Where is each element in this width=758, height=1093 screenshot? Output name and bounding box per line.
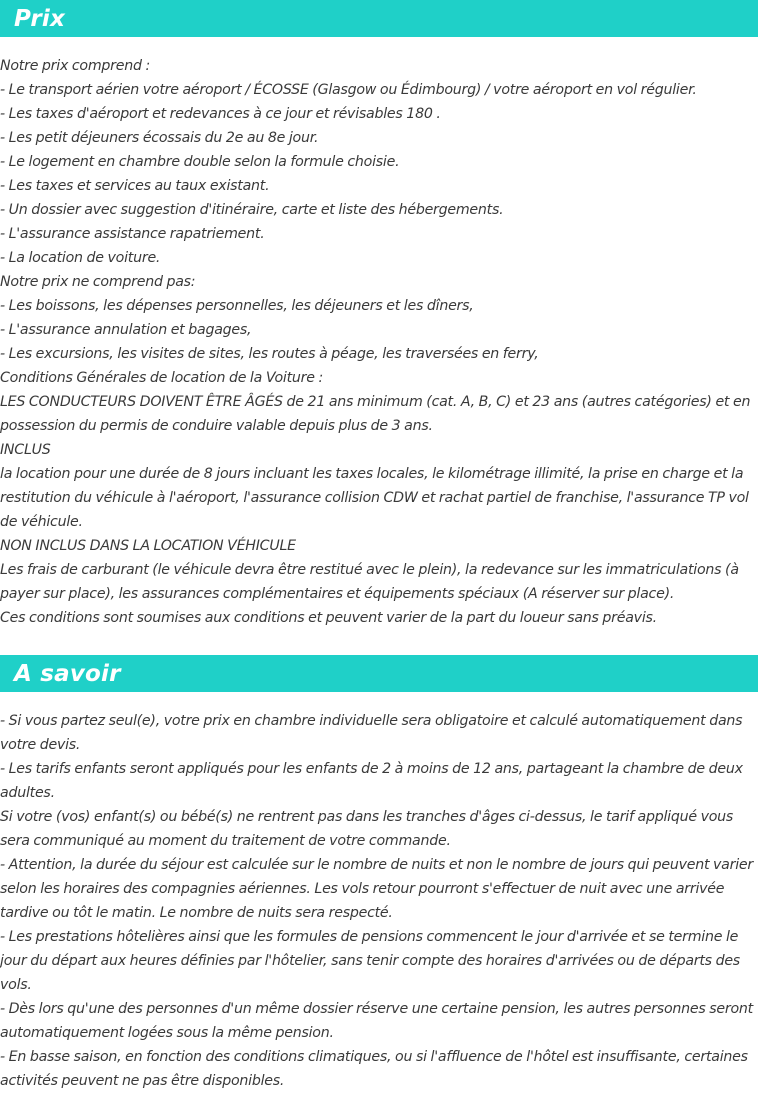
section-header-prix xyxy=(0,0,758,37)
list-item: - Les taxes d'aéroport et redevances à ce jour et révisables 180 . xyxy=(0,106,441,122)
list-item: - Le logement en chambre double selon la formule choisie. xyxy=(0,154,400,170)
text-line: LES CONDUCTEURS DOIVENT ÊTRE ÂGÉS de 21 ans minimum (cat. A, B, C) et 23 ans (autres catégories) et en possession du permis de conduire valable depuis plus de 3 ans. xyxy=(0,394,751,434)
list-item: - Les boissons, les dépenses personnelles, les déjeuners et les dîners, xyxy=(0,298,474,314)
list-item: - La location de voiture. xyxy=(0,250,161,266)
list-item: - Un dossier avec suggestion d'itinéraire, carte et liste des hébergements. xyxy=(0,202,504,218)
text-line: Notre prix ne comprend pas: xyxy=(0,274,196,290)
list-item: - Les excursions, les visites de sites, les routes à péage, les traversées en ferry, xyxy=(0,346,539,362)
text-line: Notre prix comprend : xyxy=(0,58,151,74)
section-title-a-savoir: A savoir xyxy=(14,660,121,687)
text-line: Conditions Générales de location de la Voiture : xyxy=(0,370,323,386)
section-body-prix xyxy=(0,54,758,630)
list-item: - L'assurance annulation et bagages, xyxy=(0,322,252,338)
text-line: Les frais de carburant (le véhicule devra être restitué avec le plein), la redevance sur les immatriculations (à payer sur place), les assurances complémentaires et équipements spéciaux (A réserver sur place). xyxy=(0,562,739,602)
text-line: NON INCLUS DANS LA LOCATION VÉHICULE xyxy=(0,538,296,554)
list-item: - Les taxes et services au taux existant. xyxy=(0,178,270,194)
list-item: - Les petit déjeuners écossais du 2e au 8e jour. xyxy=(0,130,319,146)
list-item: - L'assurance assistance rapatriement. xyxy=(0,226,265,242)
list-item: - Les tarifs enfants seront appliqués pour les enfants de 2 à moins de 12 ans, partageant la chambre de deux adultes. xyxy=(0,761,743,801)
list-item: - En basse saison, en fonction des conditions climatiques, ou si l'affluence de l'hôtel est insuffisante, certaines activités peuvent ne pas être disponibles. xyxy=(0,1049,748,1089)
text-line: la location pour une durée de 8 jours incluant les taxes locales, le kilométrage illimité, la prise en charge et la restitution du véhicule à l'aéroport, l'assurance collision CDW et rachat partiel de franchise, l'assurance TP vol de véhicule. xyxy=(0,466,749,530)
text-line: INCLUS xyxy=(0,442,51,458)
list-item: - Attention, la durée du séjour est calculée sur le nombre de nuits et non le nombre de jours qui peuvent varier selon les horaires des compagnies aériennes. Les vols retour pourront s'effectuer de nuit avec une arrivée tardive ou tôt le matin. Le nombre de nuits sera respecté. xyxy=(0,857,753,921)
section-body-a-savoir xyxy=(0,709,758,1093)
list-item: - Dès lors qu'une des personnes d'un même dossier réserve une certaine pension, les autres personnes seront automatiquement logées sous la même pension. xyxy=(0,1001,753,1041)
list-item: - Le transport aérien votre aéroport / ÉCOSSE (Glasgow ou Édimbourg) / votre aéroport en vol régulier. xyxy=(0,82,697,98)
section-title-prix: Prix xyxy=(14,5,66,32)
list-item: - Les prestations hôtelières ainsi que les formules de pensions commencent le jour d'arrivée et se termine le jour du départ aux heures définies par l'hôtelier, sans tenir compte des horaires d'arrivées ou de départs des vols. xyxy=(0,929,740,993)
text-line: Si votre (vos) enfant(s) ou bébé(s) ne rentrent pas dans les tranches d'âges ci-dessus, le tarif appliqué vous sera communiqué au moment du traitement de votre commande. xyxy=(0,809,734,849)
list-item: - Si vous partez seul(e), votre prix en chambre individuelle sera obligatoire et calculé automatiquement dans votre devis. xyxy=(0,713,743,753)
section-header-a-savoir xyxy=(0,655,758,692)
text-line: Ces conditions sont soumises aux conditions et peuvent varier de la part du loueur sans préavis. xyxy=(0,610,657,626)
